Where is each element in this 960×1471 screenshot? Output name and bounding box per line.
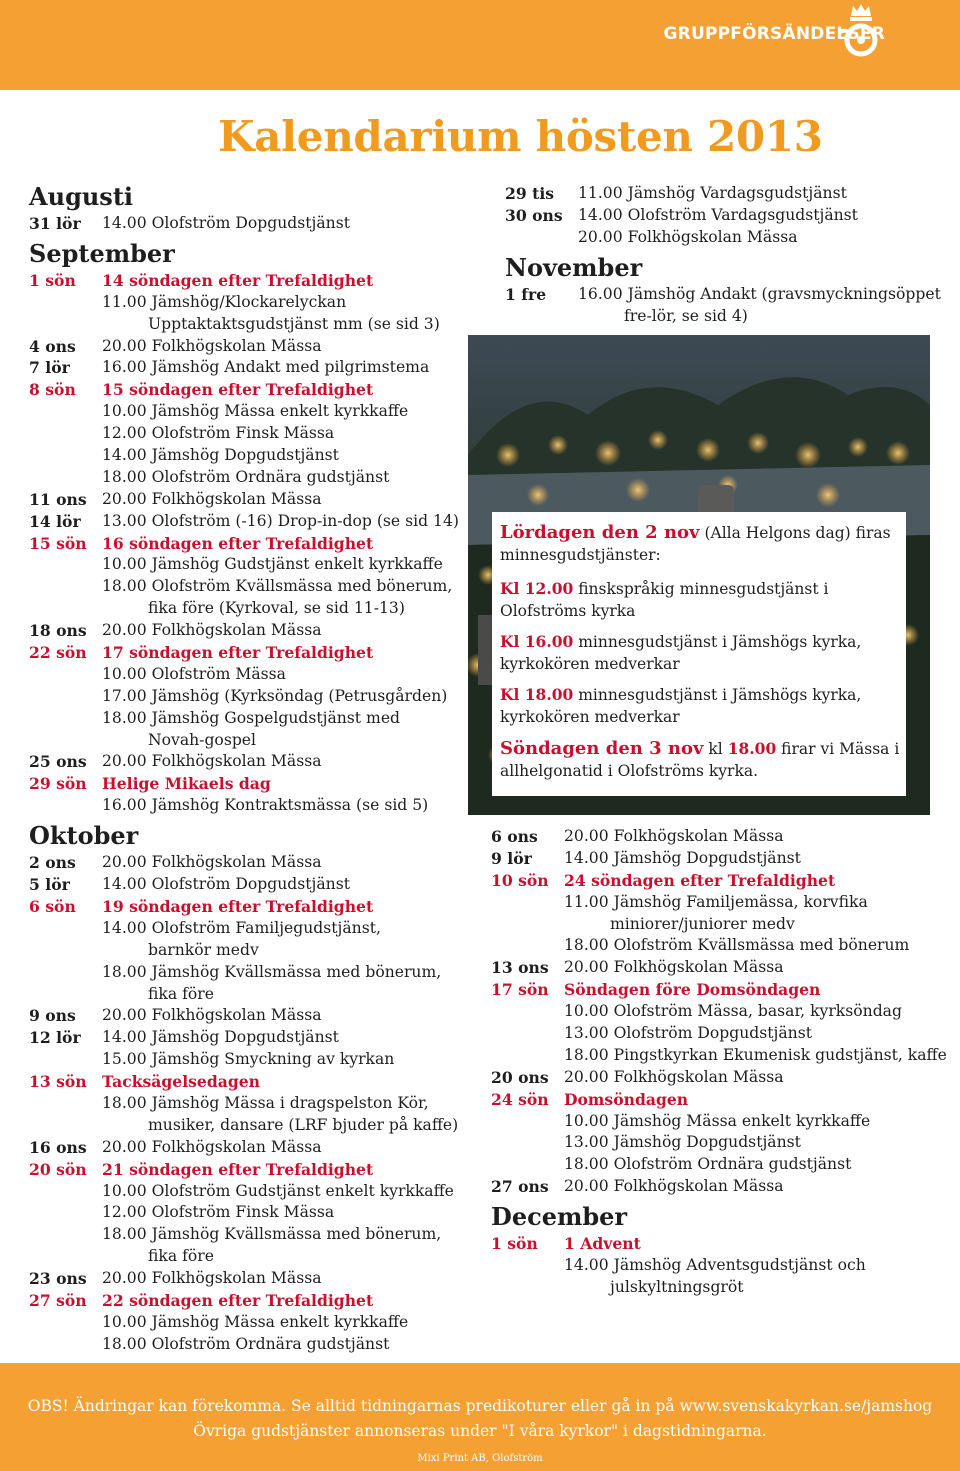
calendar-entry xyxy=(29,576,459,598)
entry-date xyxy=(29,1224,102,1246)
entry-text: 10.00 Jämshög Mässa enkelt kyrkkaffe xyxy=(564,1111,871,1130)
info-kl-12: Kl 12.00 finskspråkig minnesgudstjänst i Olofströms kyrka xyxy=(500,579,829,620)
footer-notice: OBS! Ändringar kan förekomma. Se alltid tidningarnas predikoturer eller gå in på www.svenskakyrkan.se/jamshog xyxy=(27,1397,933,1415)
calendar-entry xyxy=(491,1111,947,1133)
month-heading: Oktober xyxy=(29,821,139,851)
entry-date xyxy=(29,292,102,314)
calendar-entry xyxy=(29,1005,459,1027)
calendar-entry xyxy=(29,401,459,423)
calendar-entry xyxy=(491,1233,947,1255)
entry-text: 14.00 Jämshög Dopgudstjänst xyxy=(564,848,801,867)
entry-text: 20.00 Folkhögskolan Mässa xyxy=(102,489,322,508)
calendar-entry xyxy=(29,896,459,918)
entry-date: 9 lör xyxy=(491,848,532,868)
entry-text: 11.00 Jämshög Familjemässa, korvfika xyxy=(564,892,868,911)
entry-text: 18.00 Olofström Ordnära gudstjänst xyxy=(102,467,390,486)
calendar-entry xyxy=(29,1159,459,1181)
calendar-entry xyxy=(29,489,459,511)
entry-date xyxy=(29,445,102,467)
calendar-entry xyxy=(491,979,947,1001)
entry-holiday: 17 söndagen efter Trefaldighet xyxy=(102,643,374,663)
entry-date: 5 lör xyxy=(29,875,70,895)
calendar-entry xyxy=(29,642,459,664)
entry-date xyxy=(29,401,102,423)
entry-text: 20.00 Folkhögskolan Mässa xyxy=(564,1067,784,1086)
entry-date: 29 tis xyxy=(505,184,555,203)
entry-text: 18.00 Jämshög Kvällsmässa med bönerum, xyxy=(102,962,442,981)
entry-holiday: 15 söndagen efter Trefaldighet xyxy=(102,380,374,400)
entry-text: musiker, dansare (LRF bjuder på kaffe) xyxy=(148,1115,459,1134)
calendar-entry xyxy=(29,1312,459,1334)
printer-credit: Mixi Print AB, Olofström xyxy=(417,1453,543,1464)
calendar-entry xyxy=(29,852,459,874)
entry-text: 18.00 Olofström Ordnära gudstjänst xyxy=(102,1334,390,1353)
entry-date: 14 lör xyxy=(29,511,81,531)
entry-date xyxy=(29,984,102,1006)
entry-text: 16.00 Jämshög Andakt (gravsmyckningsöppet xyxy=(578,284,941,303)
entry-text: 10.00 Jämshög Mässa enkelt kyrkkaffe xyxy=(102,1312,409,1331)
entry-date xyxy=(491,1154,564,1176)
entry-text: 11.00 Jämshög Vardagsgudstjänst xyxy=(578,184,847,202)
entry-text: 20.00 Folkhögskolan Mässa xyxy=(564,1177,784,1196)
brand-name: GRUPPFÖRSÄNDELSER xyxy=(663,24,885,44)
right-calendar-column-bottom xyxy=(491,826,947,1299)
entry-date xyxy=(29,795,102,817)
entry-date: 6 sön xyxy=(29,896,76,916)
calendar-entry xyxy=(491,1067,947,1089)
entry-date: 4 ons xyxy=(29,336,76,356)
entry-date xyxy=(29,467,102,489)
entry-text: fika före (Kyrkoval, se sid 11-13) xyxy=(148,599,405,618)
entry-date: 17 sön xyxy=(491,980,549,1000)
calendar-entry xyxy=(29,598,459,620)
entry-date xyxy=(505,227,578,249)
entry-text: 20.00 Folkhögskolan Mässa xyxy=(102,1269,322,1288)
entry-date xyxy=(29,1334,102,1356)
entry-date: 16 ons xyxy=(29,1137,87,1157)
entry-text: 20.00 Folkhögskolan Mässa xyxy=(578,227,798,246)
entry-date: 10 sön xyxy=(491,870,549,890)
calendar-entry xyxy=(29,751,459,773)
entry-text: 17.00 Jämshög (Kyrksöndag (Petrusgården) xyxy=(102,686,448,705)
entry-text: 10.00 Jämshög Gudstjänst enkelt kyrkkaffe xyxy=(102,555,443,574)
entry-date: 24 sön xyxy=(491,1089,549,1109)
entry-text: 16.00 Jämshög Kontraktsmässa (se sid 5) xyxy=(102,796,429,815)
entry-holiday: 14 söndagen efter Trefaldighet xyxy=(102,270,374,290)
calendar-entry xyxy=(505,183,941,205)
calendar-entry xyxy=(491,892,947,914)
entry-holiday: Söndagen före Domsöndagen xyxy=(564,980,821,1000)
calendar-entry xyxy=(29,445,459,467)
entry-date: 1 sön xyxy=(491,1234,538,1254)
entry-holiday: 24 söndagen efter Trefaldighet xyxy=(564,870,836,890)
calendar-entry xyxy=(29,357,459,379)
entry-holiday: 22 söndagen efter Trefaldighet xyxy=(102,1290,374,1310)
entry-date xyxy=(491,914,564,936)
entry-text: 18.00 Jämshög Kvällsmässa med bönerum, xyxy=(102,1225,442,1244)
month-heading: December xyxy=(491,1202,628,1232)
calendar-entry xyxy=(29,664,459,686)
calendar-entry xyxy=(29,533,459,555)
entry-date: 1 fre xyxy=(505,284,547,304)
info-kl-16: Kl 16.00 minnesgudstjänst i Jämshögs kyrka, kyrkokören medverkar xyxy=(500,632,862,673)
entry-text: 20.00 Folkhögskolan Mässa xyxy=(102,621,322,640)
calendar-entry xyxy=(29,962,459,984)
calendar-entry xyxy=(29,1181,459,1203)
entry-date: 13 ons xyxy=(491,958,549,978)
entry-date: 20 sön xyxy=(29,1159,87,1179)
entry-holiday: Helige Mikaels dag xyxy=(102,774,271,794)
entry-text: 20.00 Folkhögskolan Mässa xyxy=(102,1006,322,1025)
calendar-entry xyxy=(29,874,459,896)
calendar-entry xyxy=(29,984,459,1006)
calendar-entry xyxy=(491,1001,947,1023)
calendar-entry xyxy=(29,511,459,533)
entry-text: 12.00 Olofström Finsk Mässa xyxy=(102,424,335,443)
entry-date xyxy=(29,664,102,686)
entry-holiday: 19 söndagen efter Trefaldighet xyxy=(102,896,374,916)
calendar-entry xyxy=(29,336,459,358)
calendar-entry xyxy=(29,554,459,576)
calendar-entry xyxy=(29,795,459,817)
entry-text: 14.00 Jämshög Dopgudstjänst xyxy=(102,1028,339,1047)
entry-date xyxy=(29,576,102,598)
entry-holiday: Domsöndagen xyxy=(564,1089,689,1109)
calendar-entry xyxy=(491,848,947,870)
calendar-entry xyxy=(29,730,459,752)
month-heading: September xyxy=(29,238,175,268)
calendar-entry xyxy=(29,270,459,292)
entry-holiday: 1 Advent xyxy=(564,1234,641,1254)
calendar-entry xyxy=(29,1049,459,1071)
entry-date xyxy=(491,1277,564,1299)
entry-text: 14.00 Jämshög Adventsgudstjänst och xyxy=(564,1256,866,1275)
calendar-entry xyxy=(491,1176,947,1198)
calendar-entry xyxy=(29,467,459,489)
calendar-entry xyxy=(29,1334,459,1356)
entry-date xyxy=(491,892,564,914)
calendar-entry xyxy=(491,1132,947,1154)
entry-text: 10.00 Olofström Gudstjänst enkelt kyrkkaffe xyxy=(102,1181,454,1200)
entry-text: 16.00 Jämshög Andakt med pilgrimstema xyxy=(102,358,430,377)
entry-date xyxy=(29,1202,102,1224)
entry-date: 29 sön xyxy=(29,774,87,794)
entry-date: 23 ons xyxy=(29,1269,87,1289)
entry-text: 13.00 Olofström Dopgudstjänst xyxy=(564,1024,812,1043)
calendar-entry xyxy=(29,379,459,401)
entry-text: fika före xyxy=(148,1247,214,1266)
calendar-entry xyxy=(29,292,459,314)
calendar-entry xyxy=(29,1027,459,1049)
entry-date: 15 sön xyxy=(29,533,87,553)
entry-text: 11.00 Jämshög/Klockarelyckan xyxy=(102,292,347,311)
entry-holiday: 21 söndagen efter Trefaldighet xyxy=(102,1159,374,1179)
calendar-entry xyxy=(29,1137,459,1159)
calendar-entry xyxy=(491,1255,947,1277)
entry-date xyxy=(491,1001,564,1023)
calendar-entry xyxy=(29,1093,459,1115)
entry-date xyxy=(491,1023,564,1045)
calendar-entry xyxy=(29,1290,459,1312)
info-kl-18: Kl 18.00 minnesgudstjänst i Jämshögs kyrka, kyrkokören medverkar xyxy=(500,685,862,726)
calendar-entry xyxy=(29,708,459,730)
calendar-entry xyxy=(491,826,947,848)
entry-text: 18.00 Olofström Kvällsmässa med bönerum xyxy=(564,936,910,955)
entry-date xyxy=(29,598,102,620)
calendar-entry xyxy=(29,1268,459,1290)
calendar-entry xyxy=(29,1071,459,1093)
entry-text: 20.00 Folkhögskolan Mässa xyxy=(102,1137,322,1156)
calendar-entry xyxy=(29,314,459,336)
entry-date xyxy=(29,940,102,962)
info-saturday: Lördagen den 2 nov (Alla Helgons dag) firas minnesgudstjänster: xyxy=(500,522,891,564)
entry-text: 14.00 Jämshög Dopgudstjänst xyxy=(102,446,339,465)
calendar-entry xyxy=(29,1115,459,1137)
entry-text: 18.00 Jämshög Gospelgudstjänst med xyxy=(102,708,401,727)
entry-date: 27 sön xyxy=(29,1290,87,1310)
entry-date xyxy=(29,554,102,576)
month-heading: November xyxy=(505,252,643,282)
calendar-entry xyxy=(505,284,941,306)
calendar-entry xyxy=(491,1023,947,1045)
entry-date xyxy=(29,1312,102,1334)
entry-date: 27 ons xyxy=(491,1177,549,1197)
entry-text: 14.00 Olofström Familjegudstjänst, xyxy=(102,918,381,937)
entry-date xyxy=(491,1111,564,1133)
entry-text: 14.00 Olofström Dopgudstjänst xyxy=(102,875,350,894)
header-bar xyxy=(0,0,960,90)
entry-text: 20.00 Folkhögskolan Mässa xyxy=(564,958,784,977)
entry-text: 18.00 Pingstkyrkan Ekumenisk gudstjänst, kaffe xyxy=(564,1045,947,1064)
month-heading: Augusti xyxy=(29,182,134,211)
calendar-entry xyxy=(29,1224,459,1246)
calendar-entry xyxy=(491,870,947,892)
entry-text: 15.00 Jämshög Smyckning av kyrkan xyxy=(102,1050,395,1069)
calendar-entry xyxy=(29,940,459,962)
entry-date: 6 ons xyxy=(491,827,538,846)
entry-date xyxy=(491,1045,564,1067)
entry-date xyxy=(29,1049,102,1071)
entry-date xyxy=(491,935,564,957)
entry-text: 20.00 Folkhögskolan Mässa xyxy=(102,853,322,872)
entry-date: 7 lör xyxy=(29,358,70,378)
entry-date xyxy=(29,1246,102,1268)
entry-date xyxy=(29,1115,102,1137)
entry-text: 18.00 Jämshög Mässa i dragspelston Kör, xyxy=(102,1093,429,1112)
info-sunday: Söndagen den 3 nov kl 18.00 firar vi Mässa i allhelgonatid i Olofströms kyrka. xyxy=(500,738,900,780)
footer-bar xyxy=(0,1363,960,1471)
entry-text: 14.00 Olofström Vardagsgudstjänst xyxy=(578,205,858,224)
calendar-entry xyxy=(29,1202,459,1224)
entry-text: julskyltningsgröt xyxy=(610,1277,744,1296)
calendar-entry xyxy=(491,957,947,979)
entry-holiday: Tacksägelsedagen xyxy=(102,1072,261,1092)
entry-date: 1 sön xyxy=(29,270,76,290)
entry-date: 31 lör xyxy=(29,214,81,233)
entry-text: 10.00 Olofström Mässa, basar, kyrksöndag xyxy=(564,1002,902,1021)
entry-text: 18.00 Olofström Ordnära gudstjänst xyxy=(564,1155,852,1174)
entry-date xyxy=(505,306,578,328)
entry-date: 11 ons xyxy=(29,489,87,509)
entry-text: 10.00 Olofström Mässa xyxy=(102,664,286,683)
entry-text: 18.00 Olofström Kvällsmässa med bönerum, xyxy=(102,577,453,596)
calendar-entry xyxy=(29,686,459,708)
calendar-entry xyxy=(505,306,941,328)
entry-text: Novah-gospel xyxy=(148,730,257,749)
calendar-entry xyxy=(505,227,941,249)
entry-date: 22 sön xyxy=(29,643,87,663)
entry-text: 20.00 Folkhögskolan Mässa xyxy=(564,827,784,845)
entry-date: 12 lör xyxy=(29,1028,81,1048)
entry-date xyxy=(29,708,102,730)
entry-text: fre-lör, se sid 4) xyxy=(624,306,748,325)
entry-date xyxy=(29,314,102,336)
calendar-entry xyxy=(491,935,947,957)
entry-date: 13 sön xyxy=(29,1072,87,1092)
entry-date xyxy=(491,1255,564,1277)
entry-text: 13.00 Olofström (-16) Drop-in-dop (se sid 14) xyxy=(102,511,459,530)
entry-date xyxy=(29,730,102,752)
entry-text: 10.00 Jämshög Mässa enkelt kyrkkaffe xyxy=(102,402,409,421)
entry-date xyxy=(29,1093,102,1115)
calendar-entry xyxy=(491,1154,947,1176)
entry-date xyxy=(29,962,102,984)
entry-text: fika före xyxy=(148,984,214,1003)
entry-text: 20.00 Folkhögskolan Mässa xyxy=(102,336,322,355)
entry-text: 13.00 Jämshög Dopgudstjänst xyxy=(564,1133,801,1152)
right-calendar-column-top xyxy=(505,183,941,327)
entry-date xyxy=(29,686,102,708)
calendar-entry xyxy=(29,620,459,642)
entry-date xyxy=(29,423,102,445)
entry-date: 25 ons xyxy=(29,752,87,772)
calendar-entry xyxy=(29,1246,459,1268)
entry-date: 2 ons xyxy=(29,853,76,873)
entry-text: barnkör medv xyxy=(148,940,259,959)
entry-text: Upptaktaktsgudstjänst mm (se sid 3) xyxy=(148,314,440,333)
entry-date: 30 ons xyxy=(505,205,563,225)
entry-holiday: 16 söndagen efter Trefaldighet xyxy=(102,533,374,553)
entry-date xyxy=(29,1181,102,1203)
entry-text: 12.00 Olofström Finsk Mässa xyxy=(102,1203,335,1222)
calendar-entry xyxy=(491,914,947,936)
footer-other-services: Övriga gudstjänster annonseras under "I våra kyrkor" i dagstidningarna. xyxy=(193,1422,767,1440)
calendar-entry xyxy=(29,773,459,795)
calendar-entry xyxy=(491,1045,947,1067)
calendar-entry xyxy=(505,205,941,227)
calendar-entry xyxy=(29,423,459,445)
entry-text: 20.00 Folkhögskolan Mässa xyxy=(102,752,322,771)
entry-date xyxy=(491,1132,564,1154)
entry-date xyxy=(29,918,102,940)
entry-text: 14.00 Olofström Dopgudstjänst xyxy=(102,214,350,232)
entry-date: 8 sön xyxy=(29,380,76,400)
calendar-entry xyxy=(29,918,459,940)
calendar-entry xyxy=(491,1089,947,1111)
entry-text: miniorer/juniorer medv xyxy=(610,914,795,933)
left-calendar-column xyxy=(29,178,459,1356)
entry-date: 18 ons xyxy=(29,621,87,641)
entry-date: 20 ons xyxy=(491,1067,549,1087)
page-title: Kalendarium hösten 2013 xyxy=(218,112,823,161)
all-saints-info-box xyxy=(492,512,906,796)
calendar-entry xyxy=(29,213,459,235)
entry-date: 9 ons xyxy=(29,1006,76,1026)
calendar-entry xyxy=(491,1277,947,1299)
